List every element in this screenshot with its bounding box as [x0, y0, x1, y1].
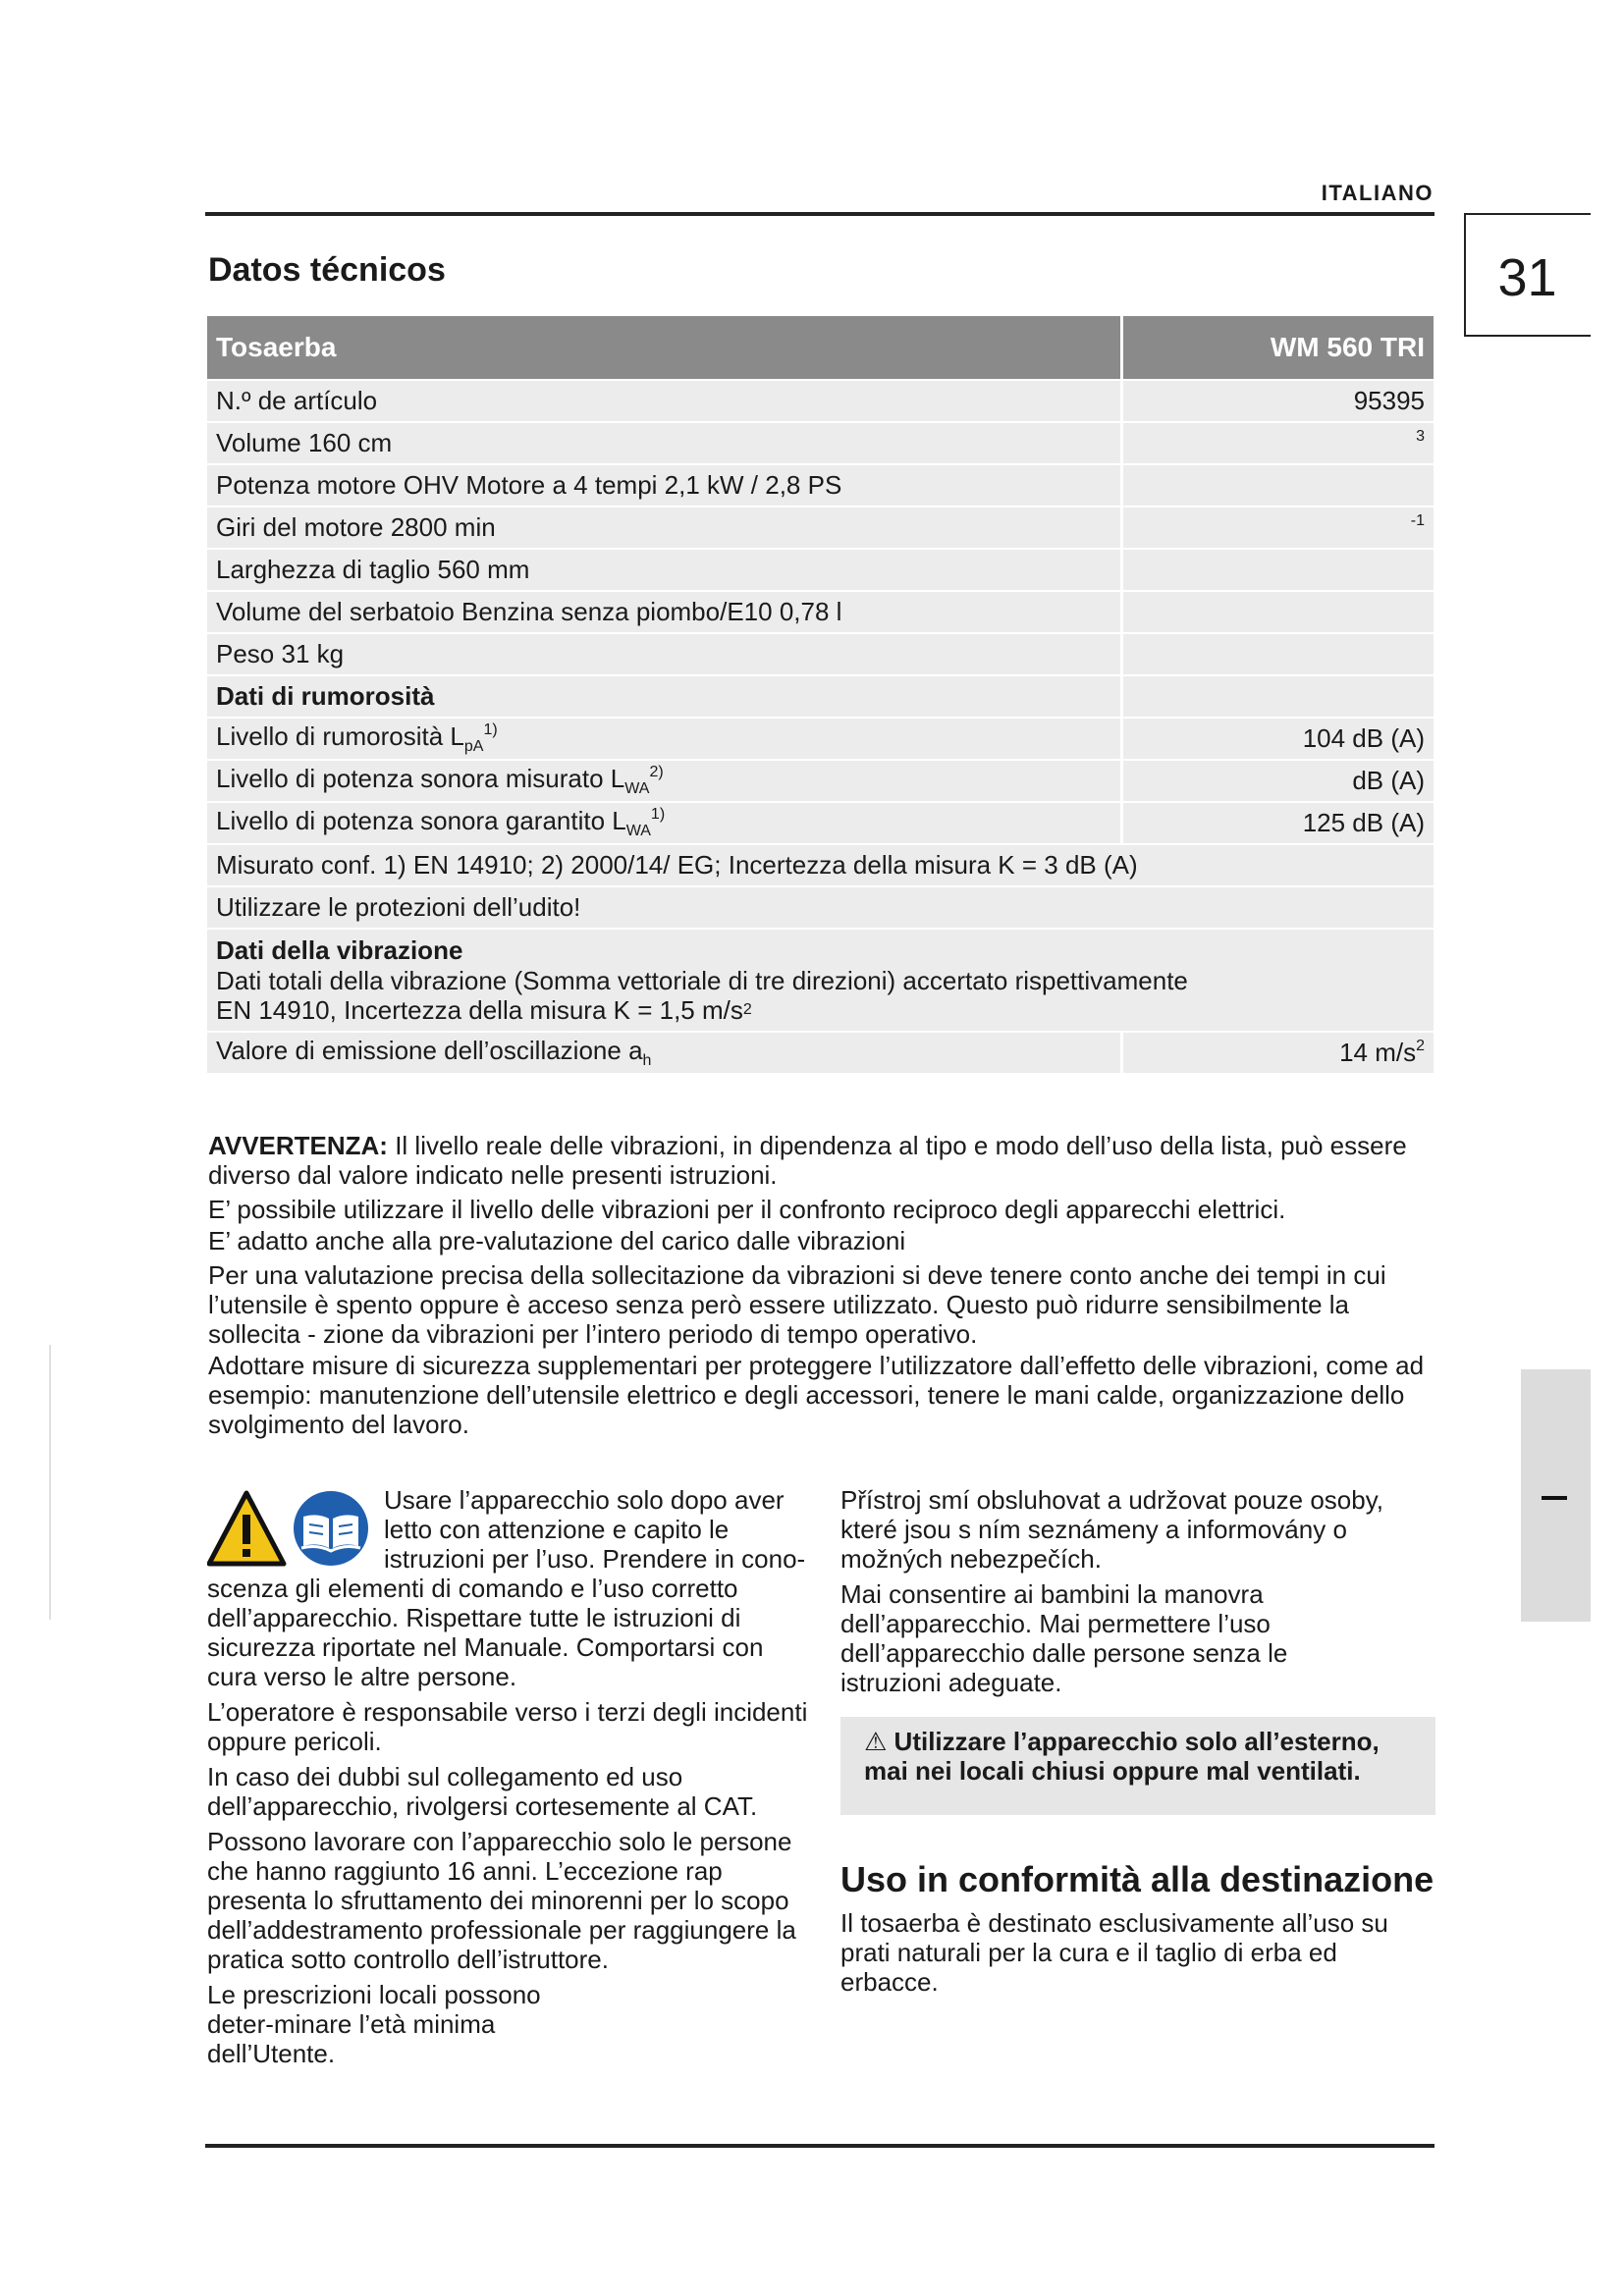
warning-paragraph	[208, 1131, 1434, 1190]
language-label: ITALIANO	[1321, 181, 1434, 205]
read-manual-icon	[294, 1491, 368, 1566]
noise-section-title: Dati di rumorosità	[207, 675, 1122, 718]
emission-label: Valore di emissione dell’oscillazione a	[216, 1035, 643, 1065]
warning-paragraph: E’ possibile utilizzare il livello delle vibrazioni per il confronto reciproco degli apparecchi elettrici.	[208, 1195, 1286, 1224]
noise-sup: 2)	[649, 763, 664, 780]
noise-sub: pA	[463, 738, 484, 756]
row-label: Volume del serbatoio Benzina senza piombo/E10 0,78 l	[207, 591, 1122, 633]
page-number: 31	[1497, 248, 1557, 307]
row-value-sup: 3	[1416, 428, 1425, 445]
table-row	[207, 1032, 1434, 1074]
safety-icons-graphic	[207, 1489, 374, 1568]
intended-use-title: Uso in conformità alla destinazione	[840, 1859, 1435, 1899]
noise-sup: 1)	[650, 805, 666, 823]
left-column	[207, 1485, 816, 2074]
table-row	[207, 549, 1434, 591]
table-row	[207, 675, 1434, 718]
row-label: Peso 31 kg	[207, 633, 1122, 675]
row-label: Potenza motore OHV Motore a 4 tempi 2,1 kW / 2,8 PS	[207, 464, 1122, 507]
left-paragraph: In caso dei dubbi sul collegamento ed uso dell’apparecchio, rivolgersi cortesemente al CAT.	[207, 1762, 758, 1821]
noise-sub: WA	[624, 780, 650, 798]
side-tab-mark	[1542, 1496, 1567, 1500]
table-row	[207, 760, 1434, 802]
table-row	[207, 380, 1434, 422]
warning-paragraph: E’ adatto anche alla pre-valutazione del carico dalle vibrazioni	[208, 1226, 906, 1255]
spec-table	[207, 316, 1434, 1075]
row-value	[1122, 464, 1435, 507]
noise-label: Livello di rumorosità L	[216, 721, 464, 751]
warning-paragraph: Adottare misure di sicurezza supplementari per proteggere l’utilizzatore dall’effetto delle vibrazioni, come ad esempio: manutenzione dell’utensile elettrico e degli accessori, tenere le mani calde, organizzazione dello svolgimento del lavoro.	[208, 1351, 1425, 1439]
row-value	[1122, 422, 1435, 464]
safety-icons	[207, 1489, 374, 1568]
right-paragraph: Mai consentire ai bambini la manovra dell’apparecchio. Mai permettere l’uso dell’apparecchio dalle persone senza le istruzioni adeguate.	[840, 1579, 1288, 1697]
row-value	[1122, 1032, 1435, 1074]
table-row	[207, 886, 1434, 929]
row-label	[207, 718, 1122, 760]
right-paragraph: Přístroj smí obsluhovat a udržovat pouze osoby, které jsou s ním seznámeny a informovány o možných nebezpečích.	[840, 1485, 1384, 1574]
table-row	[207, 802, 1434, 844]
left-paragraph: Le prescrizioni locali possono deter-minare l’età minima dell’Utente.	[207, 1980, 541, 2068]
vibration-block	[207, 929, 1434, 1032]
row-value	[1122, 507, 1435, 549]
left-paragraph: Usare l’apparecchio solo dopo aver letto con attenzione e capito le istruzioni per l’uso. Prendere in cono-scenza gli elementi di comando e l’uso corretto dell’apparecchio. Rispettare tutte le istruzioni di sicurezza riportate nel Manuale. Comportarsi con cura verso le altre persone.	[207, 1485, 806, 1691]
measured-note: Misurato conf. 1) EN 14910; 2) 2000/14/ EG; Incertezza della misura K = 3 dB (A)	[207, 844, 1434, 886]
table-row	[207, 633, 1434, 675]
ventilation-notice	[840, 1717, 1435, 1815]
row-label: Volume 160 cm	[207, 422, 1122, 464]
notice-text: Utilizzare l’apparecchio solo all’esterno, mai nei locali chiusi oppure mal ventilati.	[864, 1727, 1380, 1786]
scan-edge-mark	[49, 1345, 51, 1620]
left-paragraph: Possono lavorare con l’apparecchio solo le persone che hanno raggiunto 16 anni. L’eccezione rap presenta lo sfruttamento dei minorenni per lo scopo dell’addestramento professionale per raggiungere la pratica sotto controllo dell’istruttore.	[207, 1827, 796, 1974]
row-value	[1122, 591, 1435, 633]
vibration-text-2: EN 14910, Incertezza della misura K = 1,5 m/s	[216, 995, 743, 1025]
table-row	[207, 464, 1434, 507]
warning-triangle-icon	[209, 1493, 284, 1564]
vibration-text-2-sup: 2	[742, 1001, 752, 1018]
row-value: dB (A)	[1122, 760, 1435, 802]
table-header-label: Tosaerba	[207, 316, 1122, 380]
row-value	[1122, 549, 1435, 591]
section-title: Datos técnicos	[208, 251, 446, 289]
warning-paragraph: Per una valutazione precisa della sollecitazione da vibrazioni si deve tenere conto anche dei tempi in cui l’utensile è spento oppure è acceso senza però essere utilizzato. Questo può ridurre sensibilmente la sollecita - zione da vibrazioni per l’intero periodo di tempo operativo.	[208, 1260, 1386, 1349]
table-row	[207, 929, 1434, 1032]
table-row	[207, 422, 1434, 464]
top-divider	[205, 212, 1435, 216]
table-header-row	[207, 316, 1434, 380]
row-label	[207, 1032, 1122, 1074]
warning-triangle-small-icon: ⚠	[864, 1727, 888, 1756]
row-value: 125 dB (A)	[1122, 802, 1435, 844]
row-value: 104 dB (A)	[1122, 718, 1435, 760]
vibration-title: Dati della vibrazione	[216, 935, 463, 965]
intended-use-text: Il tosaerba è destinato esclusivamente all’uso su prati naturali per la cura e il taglio di erba ed erbacce.	[840, 1908, 1388, 1997]
row-label: N.º de artículo	[207, 380, 1122, 422]
noise-label: Livello di potenza sonora garantito L	[216, 805, 626, 835]
row-value	[1122, 675, 1435, 718]
warning-text: Il livello reale delle vibrazioni, in dipendenza al tipo e modo dell’uso della lista, può essere diverso dal valore indicato nelle presenti istruzioni.	[208, 1131, 1407, 1190]
table-row	[207, 507, 1434, 549]
row-value-sup: -1	[1410, 512, 1425, 529]
row-label	[207, 760, 1122, 802]
emission-value: 14 m/s	[1339, 1038, 1417, 1067]
noise-sub: WA	[625, 823, 651, 840]
noise-label: Livello di potenza sonora misurato L	[216, 763, 625, 793]
warning-lead: AVVERTENZA:	[208, 1131, 388, 1160]
bottom-divider	[205, 2144, 1435, 2148]
vibration-text	[216, 966, 1425, 1031]
table-row	[207, 718, 1434, 760]
vibration-text-1: Dati totali della vibrazione (Somma vettoriale di tre direzioni) accertato rispettivamente	[216, 966, 1188, 995]
row-label: Larghezza di taglio 560 mm	[207, 549, 1122, 591]
hearing-protection-note: Utilizzare le protezioni dell’udito!	[207, 886, 1434, 929]
row-label: Giri del motore 2800 min	[207, 507, 1122, 549]
row-value: 95395	[1122, 380, 1435, 422]
row-label	[207, 802, 1122, 844]
warning-section	[208, 1131, 1434, 1444]
table-row	[207, 844, 1434, 886]
table-header-model: WM 560 TRI	[1122, 316, 1435, 380]
left-paragraph: L’operatore è responsabile verso i terzi degli incidenti oppure pericoli.	[207, 1697, 808, 1756]
emission-value-sup: 2	[1416, 1038, 1425, 1054]
table-row	[207, 591, 1434, 633]
emission-sub: h	[642, 1052, 652, 1070]
row-value	[1122, 633, 1435, 675]
noise-sup: 1)	[483, 721, 498, 738]
right-column	[840, 1485, 1435, 1703]
